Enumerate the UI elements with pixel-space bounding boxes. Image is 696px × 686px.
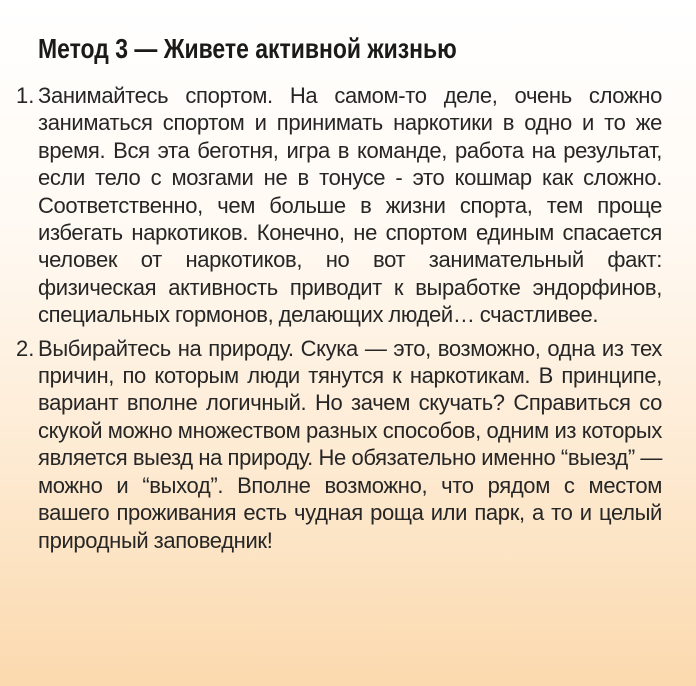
list-item-text: Занимайтесь спортом. На самом-то деле, очень сложно заниматься спортом и принимать наркотики в одно и то же время. Вся эта беготня, игра в команде, работа на результат, если тело с мозгами не в тонусе - это кошмар как сложно. Соответственно, чем больше в жизни спорта, тем проще избегать наркотиков. Конечно, не спортом единым спасается человек от наркотиков, но вот занимательный факт: физическая активность приводит к выработке эндорфинов, специальных гормонов, делающих людей… счастливее. <box>38 83 662 328</box>
list-item-text: Выбирайтесь на природу. Скука — это, возможно, одна из тех причин, по которым люди тянутся к наркотикам. В принципе, вариант вполне логичный. Но зачем скучать? Справиться со скукой можно множеством разных способов, одним из которых является выезд на природу. Не обязательно именно “выезд” — можно и “выход”. Вполне возможно, что рядом с местом вашего проживания есть чудная роща или парк, а то и целый природный заповедник! <box>38 335 662 553</box>
list-item <box>16 335 662 554</box>
tips-list <box>16 82 662 554</box>
list-item-number: 1. <box>16 83 35 108</box>
list-item <box>16 82 662 329</box>
list-item-number: 2. <box>16 335 35 361</box>
page-title: Метод 3 — Живете активной жизнью <box>38 33 457 64</box>
